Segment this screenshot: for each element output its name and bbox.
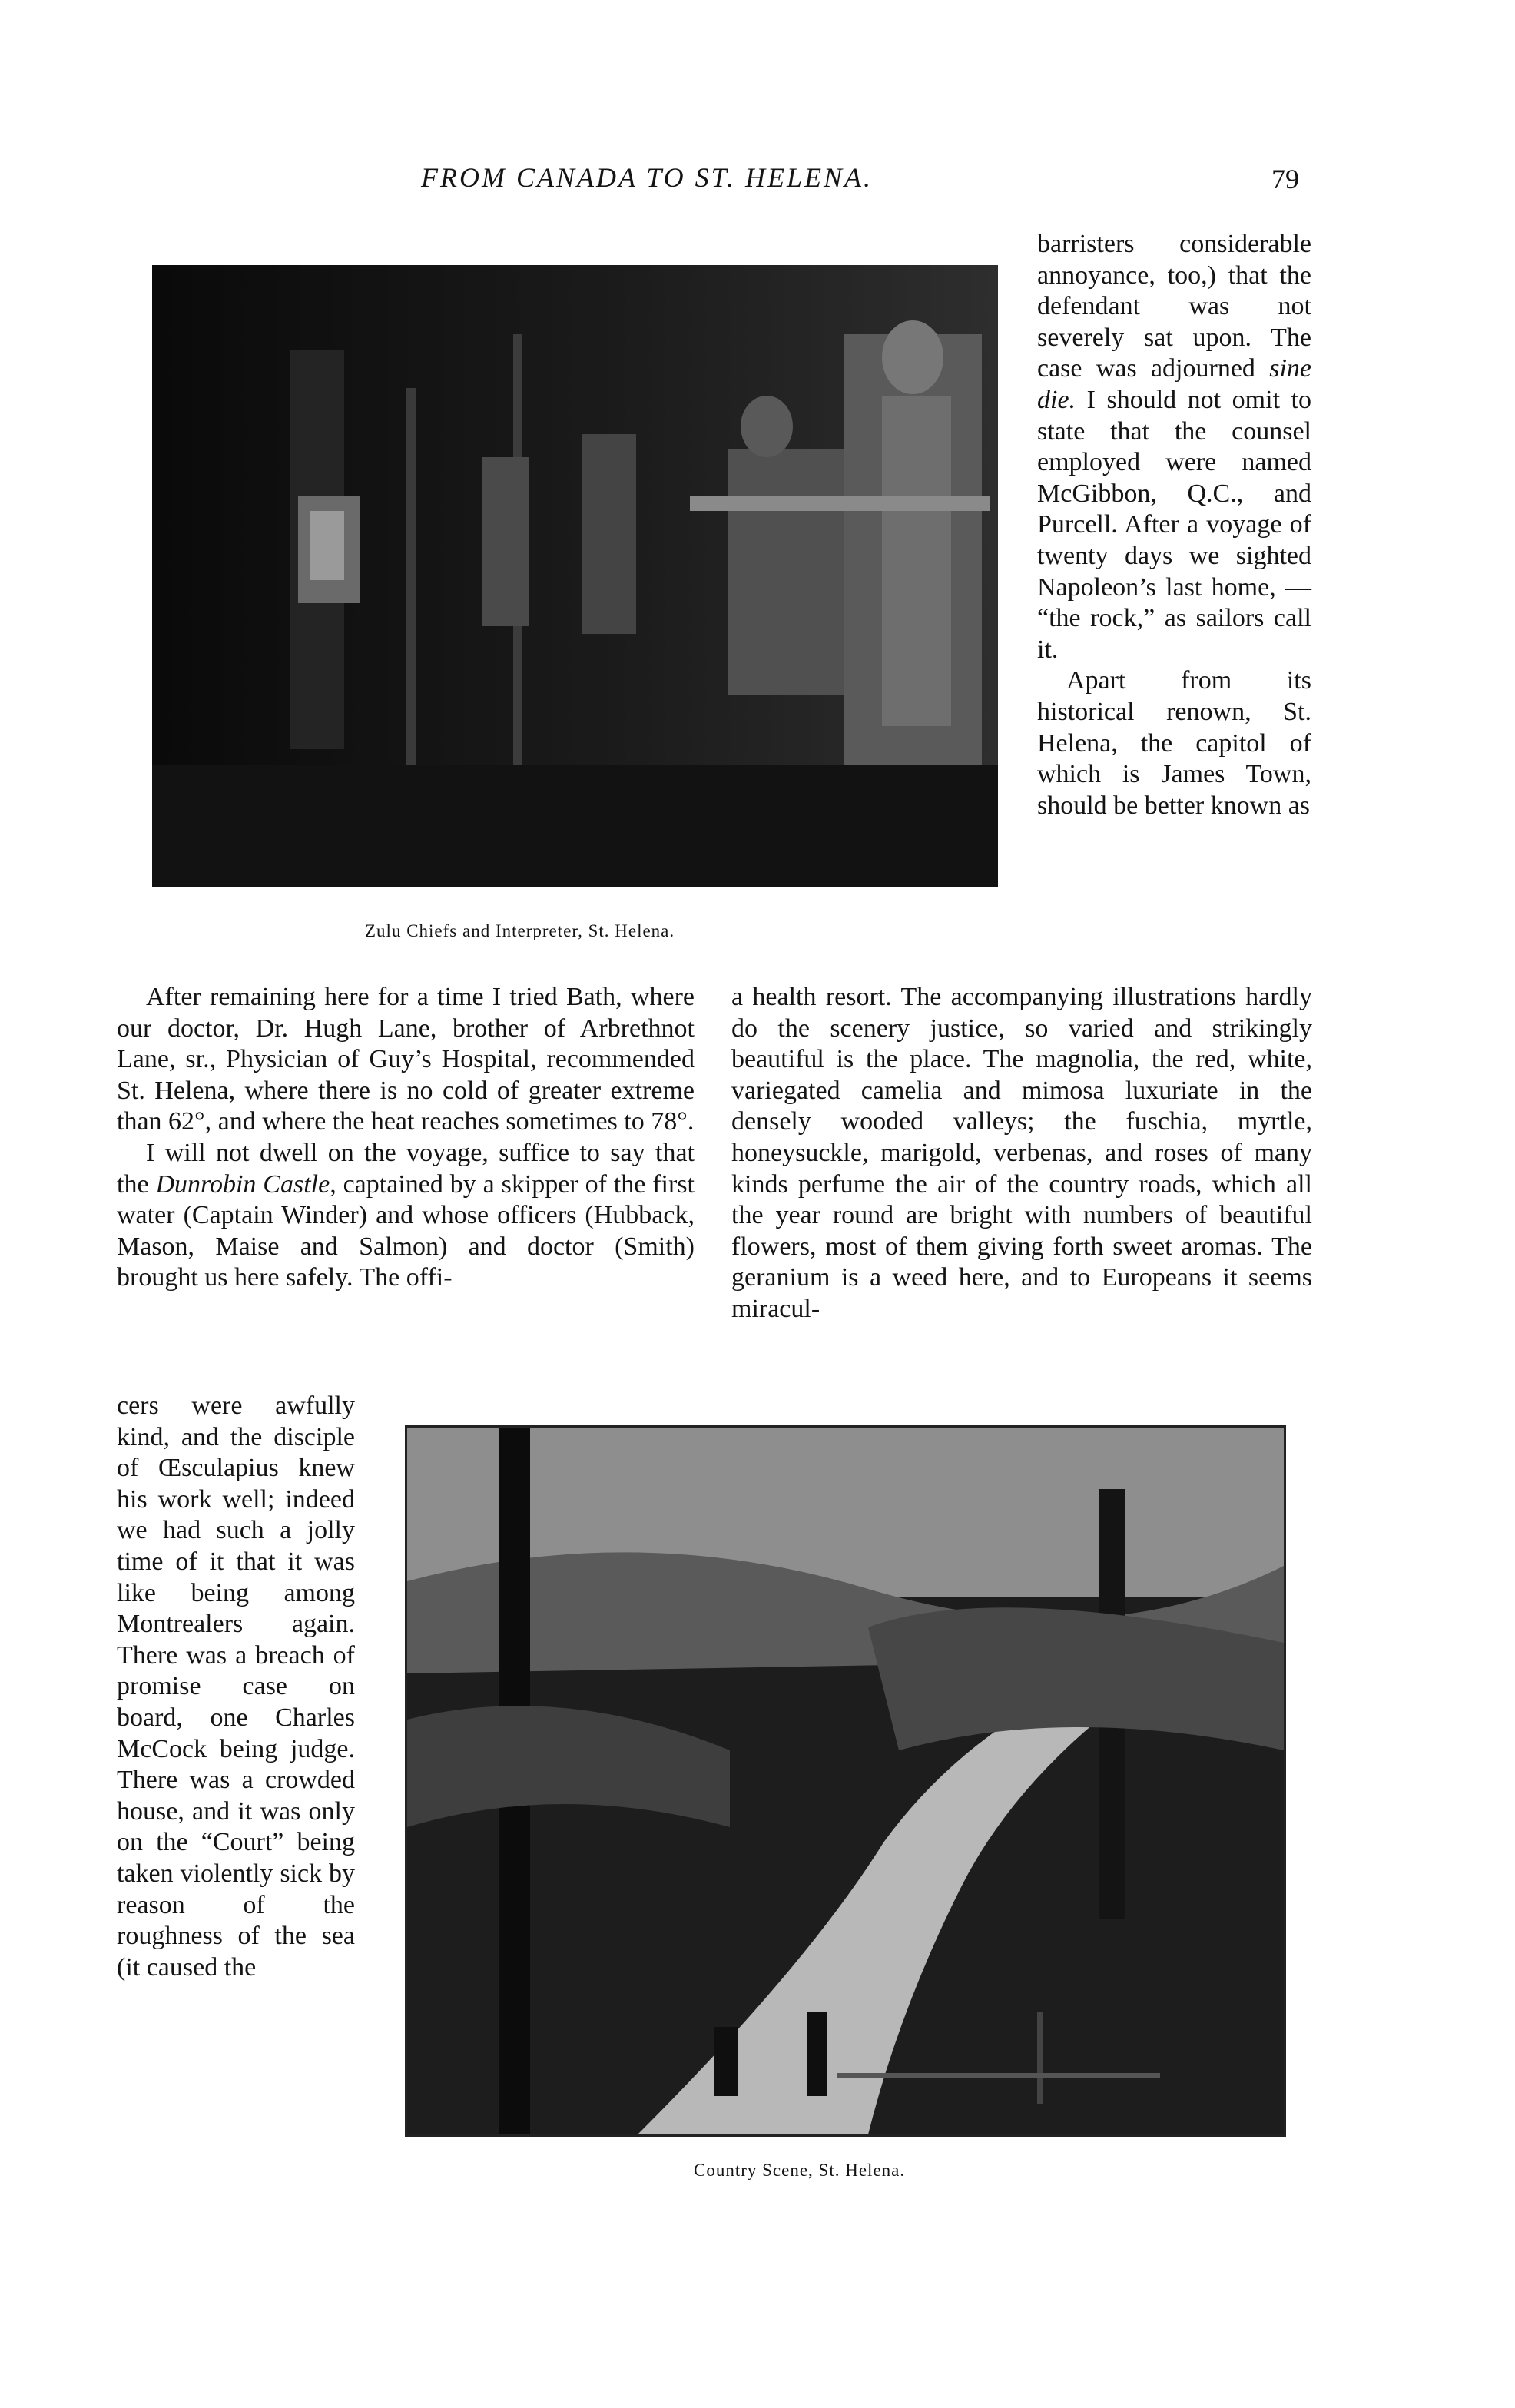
paragraph: After remaining here for a time I tried Bath, where our doctor, Dr. Hugh Lane, brother of Arbrethnot Lane, sr., Physician of Guy’s Hospital, recommended St. Helena, where there is no cold of greater extreme than 62°, and where the heat reaches sometimes to 78°.	[117, 983, 695, 1136]
paragraph: barristers considerable annoyance, too,) that the defendant was not severely sat upon. The case was adjourned sine die. I should not omit to state that the counsel employed were named McGibbon, Q.C., and Purcell. After a voyage of twenty days we sighted Napoleon’s last home, — “the rock,” as sailors call it.	[1037, 230, 1312, 664]
text-column-right-wide	[731, 982, 1312, 1325]
paragraph: Apart from its historical renown, St. Helena, the capitol of which is James Town, should be better known as	[1037, 666, 1311, 820]
text-column-right-narrow	[1037, 229, 1311, 821]
text-column-left-narrow	[117, 1391, 355, 1983]
text-column-left-wide	[117, 982, 695, 1294]
running-title: FROM CANADA TO ST. HELENA.	[421, 162, 874, 193]
page-number: 79	[1271, 164, 1299, 194]
paragraph: cers were awfully kind, and the disciple of Œsculapius knew his work well; indeed we had such a jolly time of it that it was like being among Montrealers again. There was a breach of promise case on board, one Charles McCock being judge. There was a crowded house, and it was only on the “Court” being taken violently sick by reason of the roughness of the sea (it caused the	[117, 1391, 355, 1982]
photograph-icon	[152, 265, 998, 887]
photograph-zulu-chiefs	[152, 265, 998, 887]
caption-zulu-chiefs: Zulu Chiefs and Interpreter, St. Helena.	[365, 921, 675, 940]
paragraph: a health resort. The accompanying illustrations hardly do the scenery justice, so varied and strikingly beautiful is the place. The magnolia, the red, white, variegated camelia and mimosa luxuriate in the densely wooded valleys; the fuschia, myrtle, honeysuckle, marigold, verbenas, and roses of many kinds perfume the air of the country roads, which all the year round are bright with numbers of beautiful flowers, most of them giving forth sweet aromas. The geranium is a weed here, and to Europeans it seems miracul-	[731, 983, 1312, 1323]
photograph-icon	[407, 1428, 1284, 2134]
caption-country-scene: Country Scene, St. Helena.	[694, 2161, 906, 2180]
photograph-country-scene	[405, 1425, 1286, 2137]
paragraph: I will not dwell on the voyage, suffice to say that the Dunrobin Castle, captained by a skipper of the first water (Captain Winder) and whose officers (Hubback, Mason, Maise and Salmon) and doctor (Smith) brought us here safely. The offi-	[117, 1138, 695, 1292]
